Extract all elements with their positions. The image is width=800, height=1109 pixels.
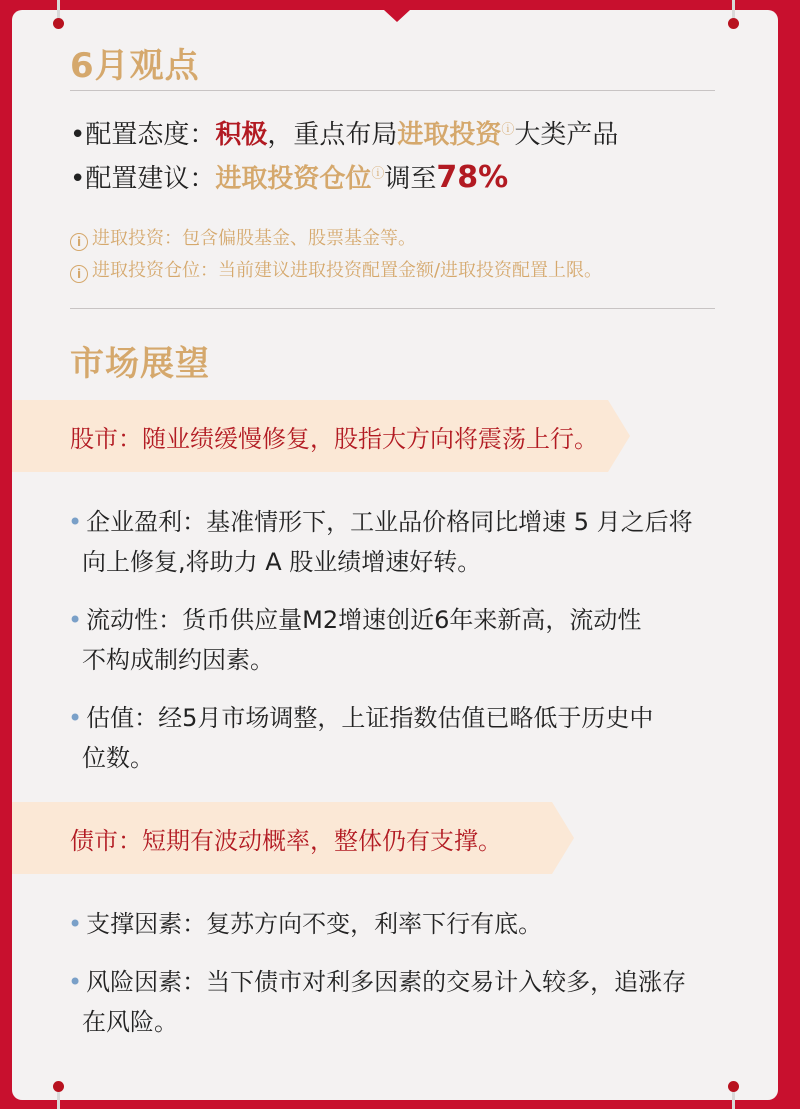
attitude-product: 进取投资	[397, 120, 502, 150]
info-icon: i	[70, 265, 88, 283]
list-item-text-cont: 位数。	[82, 744, 154, 772]
attitude-label: 配置态度：	[85, 120, 216, 150]
list-item-text: 支撑因素：复苏方向不变，利率下行有底。	[86, 910, 543, 938]
section-title-june-view: 6月观点	[70, 46, 200, 86]
divider	[70, 90, 715, 91]
attitude-line	[70, 114, 618, 151]
list-item-text: 风险因素：当下债市对利多因素的交易计入较多，追涨存	[86, 968, 687, 996]
bullet-dot: •	[70, 164, 86, 194]
pin-bottom-left	[57, 1085, 60, 1109]
attitude-tail: 大类产品	[514, 120, 619, 150]
info-icon: i	[70, 233, 88, 251]
list-item	[68, 698, 748, 778]
note-2	[70, 256, 602, 283]
list-item	[68, 600, 748, 680]
attitude-mid: ，重点布局	[267, 120, 398, 150]
list-item	[68, 962, 748, 1042]
suggest-mid: 调至	[384, 164, 437, 194]
suggest-percent: 78%	[436, 160, 509, 195]
suggest-value: 进取投资仓位	[215, 164, 372, 194]
list-item-text-cont: 在风险。	[82, 1008, 178, 1036]
info-icon: ⓘ	[371, 166, 385, 182]
suggest-label: 配置建议：	[85, 164, 216, 194]
card-notch	[384, 10, 410, 22]
note-2-text: 进取投资仓位：当前建议进取投资配置金额/进取投资配置上限。	[92, 260, 603, 281]
section-title-market-outlook: 市场展望	[70, 344, 210, 384]
bond-market-banner	[12, 802, 552, 874]
list-item-text: 流动性：货币供应量M2增速创近6年来新高，流动性	[86, 606, 642, 634]
pin-top-left	[57, 0, 60, 22]
bullet-dot: •	[70, 120, 86, 150]
pin-top-right	[732, 0, 735, 22]
info-icon: ⓘ	[501, 122, 515, 138]
list-item	[68, 502, 748, 582]
note-1	[70, 224, 416, 251]
list-item-text: 企业盈利：基准情形下，工业品价格同比增速 5 月之后将	[86, 508, 693, 536]
list-item	[68, 904, 748, 944]
bullet-dot: •	[68, 508, 83, 536]
list-item-text: 估值：经5月市场调整，上证指数估值已略低于历史中	[86, 704, 654, 732]
attitude-value: 积极	[215, 120, 268, 150]
bullet-dot: •	[68, 910, 83, 938]
pin-bottom-right	[732, 1085, 735, 1109]
bullet-dot: •	[68, 968, 83, 996]
stock-market-banner-text: 股市：随业绩缓慢修复，股指大方向将震荡上行。	[70, 424, 598, 453]
list-item-text-cont: 向上修复,将助力 A 股业绩增速好转。	[82, 548, 482, 576]
bond-market-banner-text: 债市：短期有波动概率，整体仍有支撑。	[70, 826, 502, 855]
suggest-line	[70, 158, 508, 195]
bullet-dot: •	[68, 704, 83, 732]
list-item-text-cont: 不构成制约因素。	[82, 646, 274, 674]
stock-market-banner	[12, 400, 608, 472]
note-1-text: 进取投资：包含偏股基金、股票基金等。	[92, 228, 416, 249]
divider	[70, 308, 715, 309]
bullet-dot: •	[68, 606, 83, 634]
